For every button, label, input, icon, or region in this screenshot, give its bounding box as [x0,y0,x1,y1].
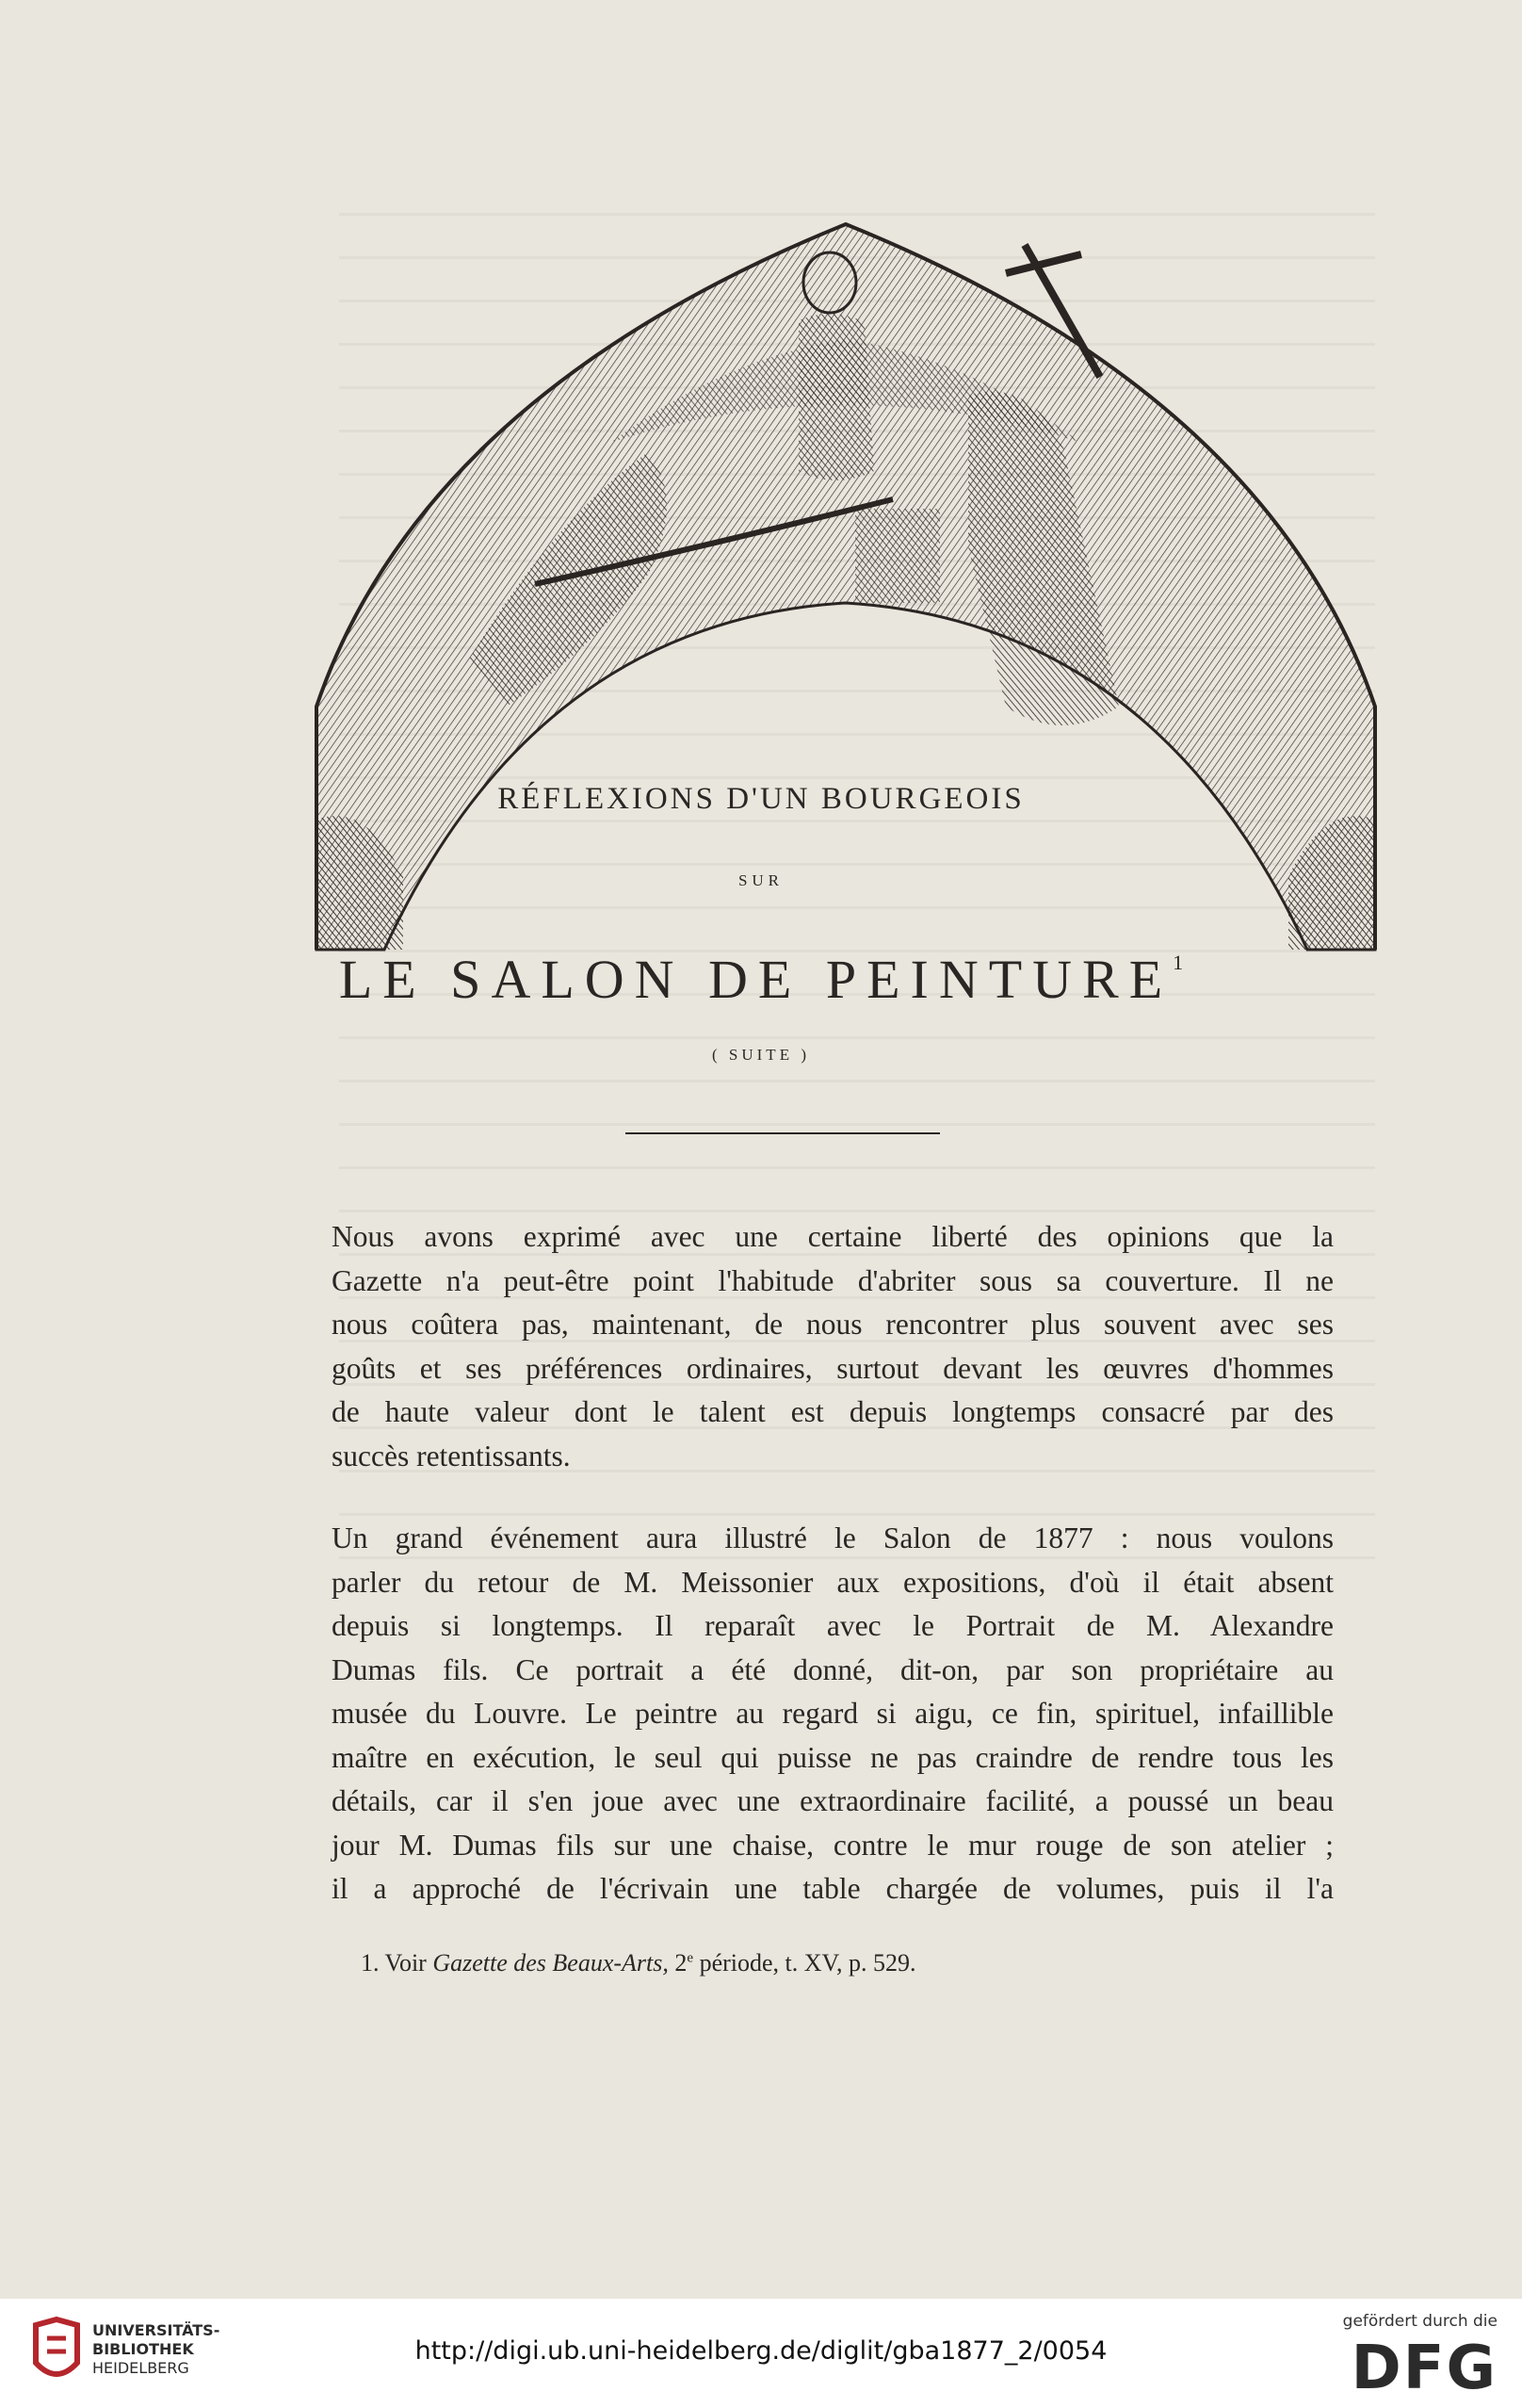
paragraph-1 [332,1215,1334,1478]
document-url-link[interactable]: http://digi.ub.uni-heidelberg.de/diglit/gba1877_2/0054 [414,2336,1108,2366]
page-title-text: LE SALON DE PEINTURE [338,949,1174,1010]
dfg-logo: DFG [1351,2334,1498,2403]
text-line: Dumas fils. Ce portrait a été donné, dit-on, par son propriétaire au [332,1652,1334,1686]
library-line-1: UNIVERSITÄTS- [92,2321,220,2339]
funded-by-label: gefördert durch die [1342,2312,1498,2331]
text-line: nous coûtera pas, maintenant, de nous rencontrer plus souvent avec ses [332,1308,1334,1341]
footnote-sup: e [687,1950,694,1966]
paragraph-2 [332,1517,1334,1912]
footnote-pre: Voir [384,1949,427,1977]
footnote-rest: période, t. XV, p. 529. [699,1949,916,1977]
text-line: Nous avons exprimé avec une certaine liberté des opinions que la [332,1220,1334,1253]
heading-suite: ( SUITE ) [712,1046,810,1064]
text-line: jour M. Dumas fils sur une chaise, contre le mur rouge de son atelier ; [332,1828,1334,1862]
text-line: depuis si longtemps. Il reparaît avec le Portrait de M. Alexandre [332,1609,1334,1642]
footnote-number: 1. [361,1949,380,1977]
text-line: succès retentissants. [332,1439,571,1472]
text-line: détails, car il s'en joue avec une extraordinaire facilité, a poussé un beau [332,1784,1334,1817]
library-line-2: BIBLIOTHEK [92,2340,194,2358]
footnote [361,1949,915,1977]
footnote-marker: 1 [1173,951,1184,974]
page-title [0,948,1522,1011]
text-line: Gazette n'a peut-être point l'habitude d'abriter sous sa couverture. Il ne [332,1263,1334,1297]
text-line: musée du Louvre. Le peintre au regard si aigu, ce fin, spirituel, infaillible [332,1697,1334,1730]
divider-rule [625,1132,940,1134]
engraved-illustration [309,217,1383,961]
text-line: de haute valeur dont le talent est depuis longtemps consacré par des [332,1395,1334,1428]
text-line: parler du retour de M. Meissonier aux expositions, d'où il était absent [332,1565,1334,1599]
text-line: goûts et ses préférences ordinaires, surtout devant les œuvres d'hommes [332,1351,1334,1385]
heading-sur: SUR [737,871,785,889]
footnote-journal: Gazette des Beaux-Arts, [432,1949,669,1977]
footnote-edition: 2 [674,1949,688,1977]
library-line-3: HEIDELBERG [92,2359,189,2377]
heading-reflexions: RÉFLEXIONS D'UN BOURGEOIS [497,782,1025,816]
text-line: Un grand événement aura illustré le Salon de 1877 : nous voulons [332,1521,1334,1554]
text-line: il a approché de l'écrivain une table chargée de volumes, puis il l'a [332,1872,1334,1905]
text-line: maître en exécution, le seul qui puisse ne pas craindre de rendre tous les [332,1740,1334,1774]
